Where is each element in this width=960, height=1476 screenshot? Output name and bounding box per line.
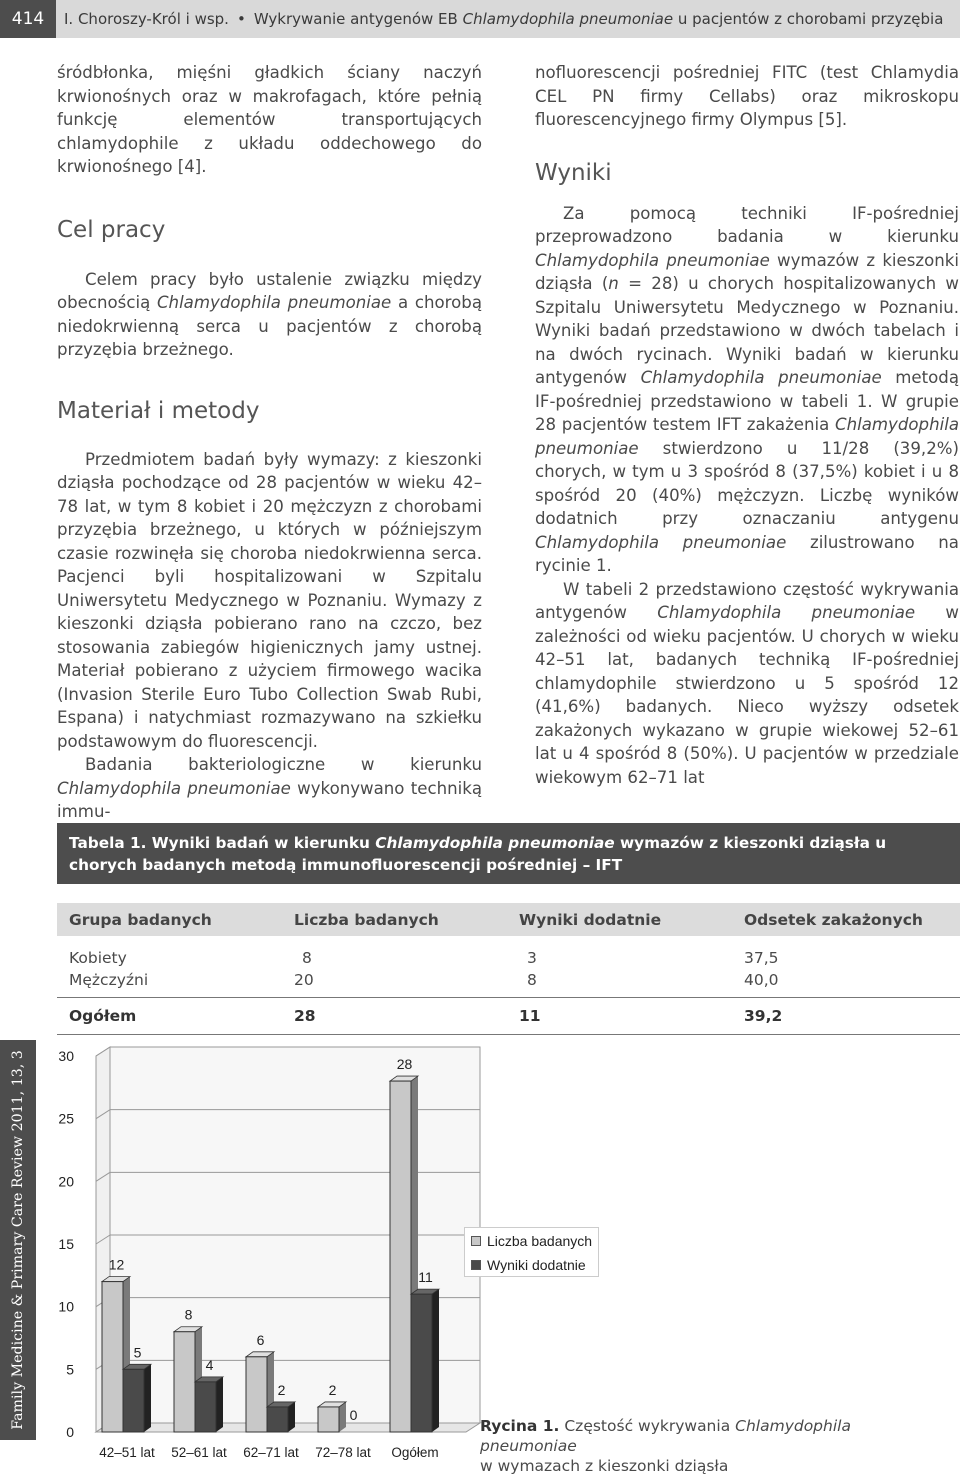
- header-title-post: u pacjentów z chorobami przyzębia: [677, 10, 944, 28]
- bar: [411, 1294, 432, 1432]
- table-row: [57, 947, 960, 969]
- journal-name: Family Medicine & Primary Care Review 2011, 13, 3: [10, 1050, 26, 1430]
- legend-item: [465, 1254, 598, 1276]
- table-total-cell: 11: [519, 1007, 541, 1025]
- results-text-a: Za pomocą techniki IF-pośredniej przeprowadzono badania w kierunku: [535, 203, 959, 246]
- table-row: [57, 969, 960, 991]
- methods-paragraph-2: [57, 753, 482, 824]
- legend-swatch-light: [471, 1236, 481, 1246]
- results-text-b: wymazów z kieszonki dziąsła (: [535, 250, 959, 293]
- legend-label: Wyniki dodatnie: [487, 1257, 586, 1273]
- table-cell: 8: [302, 949, 312, 967]
- y-tick-label: 30: [58, 1048, 74, 1064]
- table-cell: Mężczyźni: [69, 971, 149, 989]
- results-species-1: Chlamydophila pneumoniae: [535, 250, 770, 270]
- section-heading-materialy: Materiał i metody: [57, 397, 260, 424]
- legend-item: [465, 1230, 598, 1252]
- cel-species: Chlamydophila pneumoniae: [156, 293, 392, 312]
- results-n: n: [608, 274, 619, 293]
- data-label: 5: [133, 1344, 142, 1361]
- chart-legend: [464, 1227, 599, 1277]
- table-cell: 3: [527, 949, 537, 967]
- data-label: 4: [205, 1356, 214, 1373]
- table-cell: Kobiety: [69, 949, 127, 967]
- methods-text-a: Badania bakteriologiczne w kierunku: [85, 755, 482, 774]
- bar: [123, 1369, 144, 1432]
- figure-text-b: w wymazach z kieszonki dziąsła: [480, 1457, 729, 1475]
- bar-side: [432, 1289, 439, 1432]
- table-body: [57, 947, 960, 991]
- cel-text-b: a chorobą niedokrwienną serca u pacjentów z chorobą przyzębia brzeżnego.: [57, 293, 482, 359]
- data-label: 12: [108, 1256, 125, 1273]
- figure-species: Chlamydophila pneumoniae: [480, 1417, 851, 1455]
- results-text-f: zilustrowano na rycinie 1.: [535, 532, 959, 575]
- figure-text-a: Częstość wykrywania: [564, 1417, 731, 1435]
- table-header-cell: Grupa badanych: [69, 910, 212, 929]
- results-species-2: Chlamydophila pneumoniae: [640, 368, 882, 387]
- methods-species: Chlamydophila pneumoniae: [57, 778, 291, 798]
- results-paragraph-2: [535, 578, 959, 790]
- bar: [246, 1357, 267, 1432]
- bullet-icon: •: [236, 10, 246, 28]
- section-heading-wyniki: Wyniki: [535, 159, 612, 186]
- left-column: [57, 61, 482, 824]
- table-total-cell: 28: [294, 1007, 316, 1025]
- y-tick-label: 10: [58, 1298, 74, 1315]
- data-label: 8: [184, 1306, 193, 1323]
- cel-text-a: Celem pracy było ustalenie związku między obecnością: [57, 269, 482, 312]
- right-column: [535, 61, 959, 789]
- running-header: [0, 0, 960, 38]
- running-title: [64, 0, 943, 38]
- bar: [174, 1332, 195, 1432]
- table-total-cell: 39,2: [744, 1007, 783, 1025]
- continued-paragraph: nofluorescencji pośredniej FITC (test Chlamydia CEL PN firmy Cellabs) oraz mikroskopu fluorescencyjnego firmy Olympus [5].: [535, 63, 959, 129]
- table-cell: 8: [527, 971, 537, 989]
- data-label: 0: [349, 1407, 358, 1423]
- table-caption-species: Chlamydophila pneumoniae: [375, 834, 615, 852]
- y-tick-label: 0: [66, 1424, 74, 1440]
- data-label: 2: [277, 1381, 286, 1398]
- results-text-c: = 28) u chorych hospitalizowanych w Szpitalu Uniwersytetu Medycznego w Poznaniu. Wyniki badań przedstawiono w dwóch tabelach i na dwóch rycinach. Wyniki badań w kierunku antygenów: [535, 274, 959, 387]
- header-authors: I. Choroszy-Król i wsp.: [64, 10, 229, 28]
- cel-paragraph: [57, 268, 482, 362]
- table-header-cell: Liczba badanych: [294, 910, 439, 929]
- header-title-italic: Chlamydophila pneumoniae: [462, 10, 674, 28]
- bar-side: [216, 1377, 223, 1432]
- results2-text-b: w zależności od wieku pacjentów. U chorych w wieku 42–51 lat, badanych techniką IF-pośredniej chlamydophile stwierdzono u 5 spośród 12 (41,6%) badanych. Nieco wyższy odsetek zakażonych wykazano w grupie wiekowej 52–61 lat u 4 spośród 8 (50%). U pacjentów w przedziale wiekowym 62–71 lat: [535, 603, 959, 787]
- bar: [390, 1081, 411, 1432]
- bar: [267, 1407, 288, 1432]
- table-header-row: [57, 903, 960, 936]
- data-label: 2: [328, 1381, 337, 1398]
- results2-text-a: W tabeli 2 przedstawiono częstość wykrywania antygenów: [535, 579, 959, 622]
- table-1: [57, 823, 960, 1035]
- intro-paragraph: śródbłonka, mięśni gładkich ściany naczyń krwionośnych oraz w makrofagach, które pełnią funkcję elementów transportujących chlamydophile z układu oddechowego do krwionośnego [4].: [57, 63, 482, 176]
- x-tick-label: Ogółem: [391, 1445, 439, 1460]
- bar: [195, 1382, 216, 1432]
- table-cell: 20: [294, 971, 314, 989]
- bar-side: [144, 1364, 151, 1432]
- page-number: 414: [0, 0, 56, 38]
- methods-paragraph-1: Przedmiotem badań były wymazy: z kieszonki dziąsła pochodzące od 28 pacjentów w wieku 42–78 lat, w tym 8 kobiet i 20 mężczyzn z chorobami przyzębia brzeżnego, u których w późniejszym czasie rozwinęła się choroba niedokrwienna serca. Pacjenci byli hospitalizowani w Szpitalu Uniwersytetu Medycznego w Poznaniu. Wymazy z kieszonki dziąsła pobierano rano na czczo, bez stosowania zabiegów higienicznych jamy ustnej. Materiał pobierano z użyciem firmowego wacika (Invasion Sterile Euro Tubo Collection Swab Rubi, Espana) i natychmiast rozmazywano na szkiełku podstawowym do fluorescencji.: [57, 449, 482, 751]
- results-text-e: stwierdzono u 11/28 (39,2%) chorych, w tym u 3 spośród 8 (37,5%) kobiet i u 8 spośród 20 (40%) mężczyzn. Liczbę wyników dodatnich przy oznaczaniu antygenu: [535, 438, 959, 528]
- table-caption: [57, 823, 960, 884]
- header-title-pre: Wykrywanie antygenów EB: [253, 10, 458, 28]
- bar: [318, 1407, 339, 1432]
- figure-caption: [480, 1416, 950, 1476]
- results-species-4: Chlamydophila pneumoniae: [535, 532, 787, 552]
- results2-species: Chlamydophila pneumoniae: [657, 603, 916, 622]
- table-header-cell: Wyniki dodatnie: [519, 910, 662, 929]
- table-cell: 37,5: [744, 949, 779, 967]
- y-tick-label: 15: [58, 1236, 74, 1252]
- table-caption-a: Tabela 1. Wyniki badań w kierunku: [69, 834, 370, 852]
- section-heading-cel: Cel pracy: [57, 216, 166, 243]
- x-tick-label: 52–61 lat: [171, 1445, 227, 1460]
- table-cell: 40,0: [744, 971, 779, 989]
- data-label: 11: [418, 1269, 433, 1286]
- table-header-cell: Odsetek zakażonych: [744, 910, 923, 929]
- results-species-3: Chlamydophila pneumoniae: [535, 415, 959, 458]
- x-tick-label: 42–51 lat: [99, 1445, 155, 1460]
- figure-label: Rycina 1.: [480, 1417, 560, 1435]
- results-text-d: metodą IF-pośredniej przedstawiono w tabeli 1. W grupie 28 pacjentów testem IFT zakażenia: [535, 368, 959, 434]
- bar: [102, 1282, 123, 1432]
- legend-swatch-dark: [471, 1260, 481, 1270]
- y-tick-label: 20: [58, 1173, 74, 1190]
- data-label: 6: [256, 1331, 265, 1348]
- journal-side-label: [0, 1040, 36, 1440]
- data-label: 28: [396, 1056, 413, 1073]
- table-total-cell: Ogółem: [69, 1007, 137, 1025]
- y-tick-label: 5: [66, 1361, 74, 1378]
- x-tick-label: 62–71 lat: [243, 1445, 299, 1460]
- results-paragraph-1: [535, 202, 959, 578]
- table-total-row: [57, 997, 960, 1035]
- legend-label: Liczba badanych: [487, 1233, 593, 1249]
- methods-text-b: wykonywano techniką immu-: [57, 778, 482, 821]
- bar-chart: [36, 1042, 476, 1461]
- y-tick-label: 25: [58, 1110, 74, 1127]
- table-caption-b: wymazów z kieszonki dziąsła u chorych badanych metodą immunofluorescencji pośredniej – IFT: [69, 834, 887, 874]
- x-tick-label: 72–78 lat: [315, 1445, 371, 1460]
